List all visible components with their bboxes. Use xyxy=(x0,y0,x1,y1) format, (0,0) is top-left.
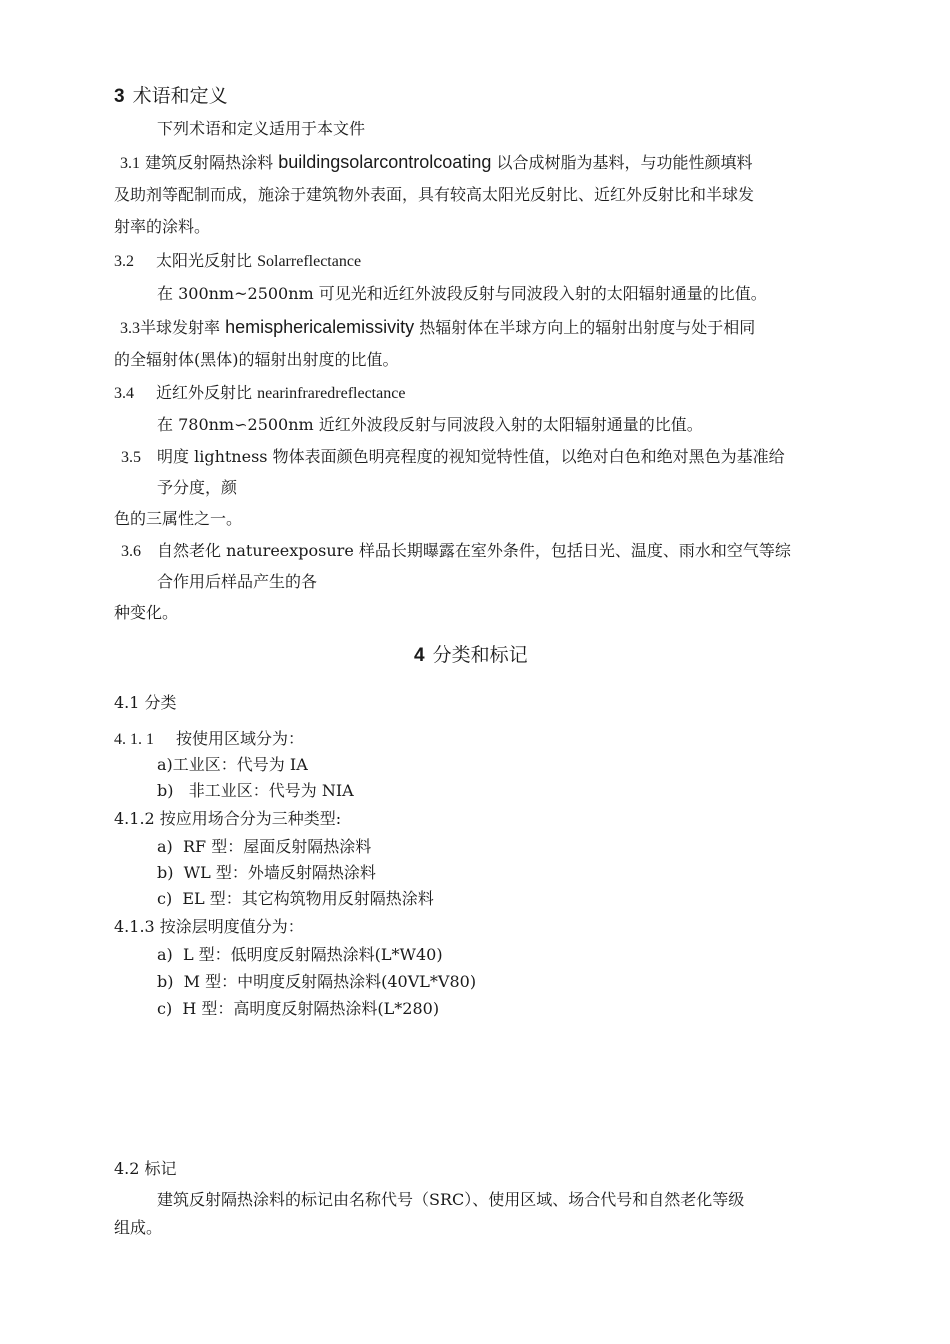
section-title: 分类和标记 xyxy=(432,644,528,666)
term-definition-line: 色的三属性之一。 xyxy=(114,509,243,528)
list-item: b) WL 型：外墙反射隔热涂料 xyxy=(157,863,376,882)
paragraph: 建筑反射隔热涂料的标记由名称代号（SRC）、使用区域、场合代号和自然老化等级 xyxy=(157,1190,745,1209)
term-number: 3.4 xyxy=(114,385,134,402)
term-name: 建筑反射隔热涂料 xyxy=(145,153,274,172)
section-4-heading xyxy=(414,642,528,669)
term-definition: 以合成树脂为基料，与功能性颜填料 xyxy=(496,153,753,172)
section-3-heading xyxy=(114,83,228,110)
section-number: 4 xyxy=(414,645,425,666)
term-3-4 xyxy=(114,382,405,405)
list-item: a)工业区：代号为 IA xyxy=(157,755,308,774)
term-3-1 xyxy=(120,151,752,175)
subsection-4-1-3: 4.1.3 按涂层明度值分为： xyxy=(114,917,304,936)
section-number: 3 xyxy=(114,86,125,107)
subsection-text: 按使用区域分为： xyxy=(176,729,305,748)
list-item: a) L 型：低明度反射隔热涂料(L*W40) xyxy=(157,945,443,964)
term-english: nearinfraredreflectance xyxy=(257,385,406,402)
subsection-4-2: 4.2 标记 xyxy=(114,1159,177,1178)
term-definition-line: 的全辐射体(黑体)的辐射出射度的比值。 xyxy=(114,350,399,369)
term-3-2 xyxy=(114,250,361,273)
term-definition-line: 及助剂等配制而成，施涂于建筑物外表面，具有较高太阳光反射比、近红外反射比和半球发 xyxy=(114,185,755,204)
list-item: c) H 型：高明度反射隔热涂料(L*280) xyxy=(157,999,440,1018)
paragraph-line: 组成。 xyxy=(114,1218,163,1237)
term-3-5 xyxy=(121,446,785,469)
term-english: Solarreflectance xyxy=(257,253,362,270)
list-item: a) RF 型：屋面反射隔热涂料 xyxy=(157,837,372,856)
term-number: 3.1 xyxy=(120,155,140,172)
term-definition-line: 予分度，颜 xyxy=(157,478,238,497)
term-definition: 自然老化 natureexposure 样品长期曝露在室外条件，包括日光、温度、雨水和空气等综 xyxy=(157,541,791,560)
subsection-4-1-2: 4.1.2 按应用场合分为三种类型: xyxy=(114,809,342,828)
term-definition-line: 射率的涂料。 xyxy=(114,217,211,236)
list-item: b) M 型：中明度反射隔热涂料(40VL*V80) xyxy=(157,972,477,991)
term-definition: 热辐射体在半球方向上的辐射出射度与处于相同 xyxy=(419,318,756,337)
term-definition: 在 780nm∽2500nm 近红外波段反射与同波段入射的太阳辐射通量的比值。 xyxy=(157,415,703,434)
term-3-3 xyxy=(120,316,755,340)
term-number: 3.6 xyxy=(121,543,141,560)
subsection-number: 4. 1. 1 xyxy=(114,731,154,748)
subsection-4-1: 4.1 分类 xyxy=(114,693,177,712)
term-name: 半球发射率 xyxy=(140,318,221,337)
term-definition: 在 300nm~2500nm 可见光和近红外波段反射与同波段入射的太阳辐射通量的比值。 xyxy=(157,284,767,303)
subsection-4-1-1 xyxy=(114,728,304,751)
term-definition: 明度 lightness 物体表面颜色明亮程度的视知觉特性值，以绝对白色和绝对黑色为基准给 xyxy=(157,447,785,466)
term-definition-line: 合作用后样品产生的各 xyxy=(157,572,318,591)
term-definition-line: 种变化。 xyxy=(114,603,179,622)
list-item: b) 非工业区：代号为 NIA xyxy=(157,781,354,800)
term-number: 3.3 xyxy=(120,320,140,337)
term-english: buildingsolarcontrolcoating xyxy=(278,152,492,172)
term-name: 太阳光反射比 xyxy=(156,251,253,270)
section-intro: 下列术语和定义适用于本文件 xyxy=(157,119,366,138)
term-name: 近红外反射比 xyxy=(156,383,253,402)
list-item: c) EL 型：其它构筑物用反射隔热涂料 xyxy=(157,889,434,908)
term-number: 3.5 xyxy=(121,449,141,466)
section-title: 术语和定义 xyxy=(132,85,228,107)
term-3-6 xyxy=(121,540,791,563)
term-number: 3.2 xyxy=(114,253,134,270)
term-english: hemisphericalemissivity xyxy=(225,317,415,337)
